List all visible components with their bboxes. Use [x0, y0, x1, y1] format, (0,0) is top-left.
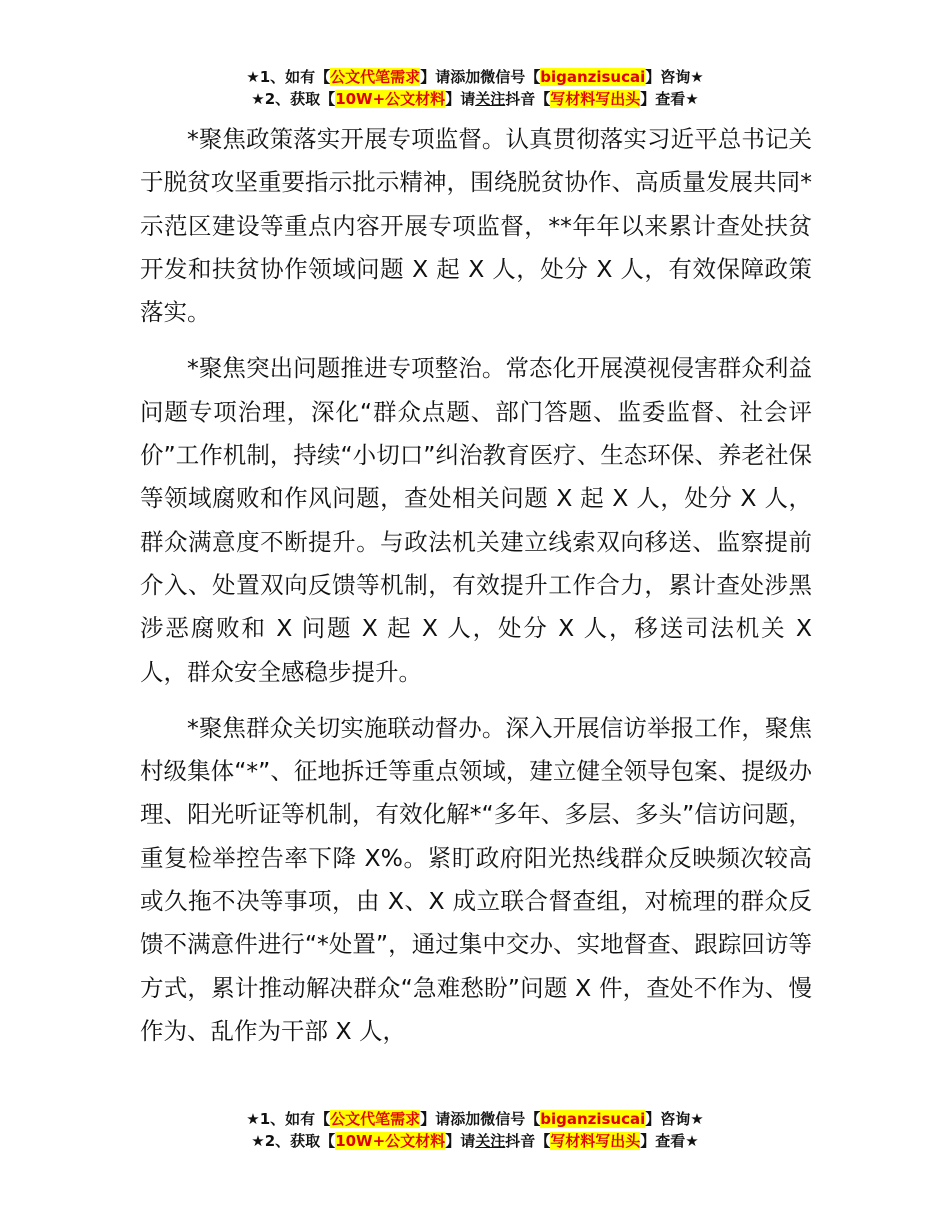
banner-text: ★2、获取【	[251, 90, 336, 108]
wechat-id-highlight: biganzisucai	[540, 1110, 646, 1128]
banner-line-2	[0, 1130, 950, 1152]
banner-text: ★1、如有【	[246, 68, 331, 86]
banner-text: ★1、如有【	[246, 1110, 331, 1128]
banner-text: 】请	[445, 1132, 476, 1150]
banner-text: 】查看★	[640, 1132, 699, 1150]
paragraph-joint-supervision: *聚焦群众关切实施联动督办。深入开展信访举报工作，聚焦村级集体“*”、征地拆迁等重点领域，建立健全领导包案、提级办理、阳光听证等机制，有效化解*“多年、多层、多头”信访问题，重复检举控告率下降 X%。紧盯政府阳光热线群众反映频次较高或久拖不决等事项，由 X、X 成立联合督查组，对梳理的群众反馈不满意件进行“*处置”，通过集中交办、实地督查、跟踪回访等方式，累计推动解决群众“急难愁盼”问题 X 件，查处不作为、慢作为、乱作为干部 X 人，	[140, 713, 812, 1045]
banner-line-1	[0, 66, 950, 88]
underlined-text: 关注	[475, 90, 506, 108]
banner-text: 】查看★	[640, 90, 699, 108]
wechat-id-highlight: biganzisucai	[540, 68, 646, 86]
banner-text: 】咨询★	[645, 1110, 704, 1128]
header-banner	[0, 66, 950, 110]
paragraph-policy-supervision: *聚焦政策落实开展专项监督。认真贯彻落实习近平总书记关于脱贫攻坚重要指示批示精神，围绕脱贫协作、高质量发展共同*示范区建设等重点内容开展专项监督，**年年以来累计查处扶贫开发和扶贫协作领域问题 X 起 X 人，处分 X 人，有效保障政策落实。	[140, 125, 812, 327]
highlight-text: 10W+公文材料	[335, 90, 446, 108]
highlight-text: 公文代笔需求	[330, 68, 421, 86]
underlined-text: 关注	[475, 1132, 506, 1150]
banner-text: 抖音【	[505, 1132, 551, 1150]
banner-text: ★2、获取【	[251, 1132, 336, 1150]
highlight-text: 10W+公文材料	[335, 1132, 446, 1150]
footer-banner	[0, 1108, 950, 1152]
douyin-account-highlight: 写材料写出头	[550, 90, 641, 108]
banner-text: 】请	[445, 90, 476, 108]
douyin-account-highlight: 写材料写出头	[550, 1132, 641, 1150]
highlight-text: 公文代笔需求	[330, 1110, 421, 1128]
banner-text: 】请添加微信号【	[420, 68, 541, 86]
paragraph-special-rectification: *聚焦突出问题推进专项整治。常态化开展漠视侵害群众利益问题专项治理，深化“群众点题、部门答题、监委监督、社会评价”工作机制，持续“小切口”纠治教育医疗、生态环保、养老社保等领域腐败和作风问题，查处相关问题 X 起 X 人，处分 X 人，群众满意度不断提升。与政法机关建立线索双向移送、监察提前介入、处置双向反馈等机制，有效提升工作合力，累计查处涉黑涉恶腐败和 X 问题 X 起 X 人，处分 X 人，移送司法机关 X 人，群众安全感稳步提升。	[140, 354, 812, 686]
banner-text: 】请添加微信号【	[420, 1110, 541, 1128]
banner-text: 】咨询★	[645, 68, 704, 86]
banner-line-1	[0, 1108, 950, 1130]
banner-text: 抖音【	[505, 90, 551, 108]
document-body	[140, 118, 812, 1066]
banner-line-2	[0, 88, 950, 110]
